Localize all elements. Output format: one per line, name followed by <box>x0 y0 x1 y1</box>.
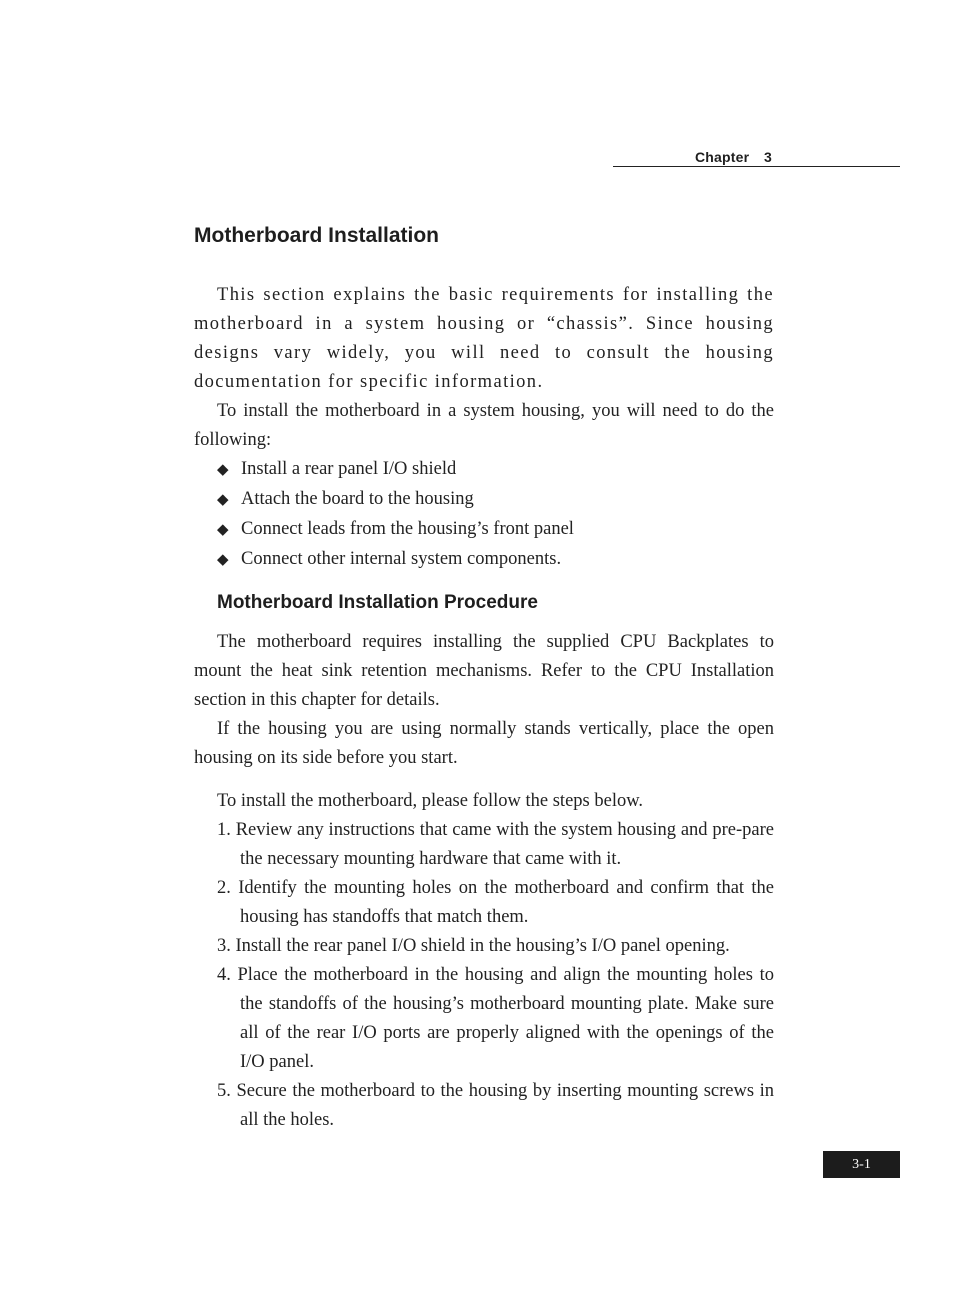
requirements-list <box>194 455 774 575</box>
diamond-bullet-icon: ◆ <box>217 522 229 538</box>
diamond-bullet-icon: ◆ <box>217 492 229 508</box>
chapter-number: 3 <box>764 149 772 165</box>
chapter-header <box>613 148 900 167</box>
step-item: 1. Review any instructions that came with the system housing and pre-pare the necessary mounting hardware that came with it. <box>217 820 774 869</box>
procedure-paragraph-2: If the housing you are using normally stands vertically, place the open housing on its side before you start. <box>194 719 774 768</box>
procedure-paragraph-1: The motherboard requires installing the supplied CPU Backplates to mount the heat sink retention mechanisms. Refer to the CPU Installation section in this chapter for details. <box>194 632 774 710</box>
list-item: ◆ Connect leads from the housing’s front panel <box>194 515 774 545</box>
steps-list <box>194 816 774 1135</box>
step-item: 3. Install the rear panel I/O shield in the housing’s I/O panel opening. <box>217 936 730 956</box>
diamond-bullet-icon: ◆ <box>217 462 229 478</box>
list-item: ◆ Connect other internal system components. <box>194 545 774 575</box>
list-item: ◆ Install a rear panel I/O shield <box>194 455 774 485</box>
intro-paragraph-1: This section explains the basic requirements for installing the motherboard in a system housing or “chassis”. Since housing designs vary widely, you will need to consult the housing documentation for specific information. <box>194 285 774 392</box>
procedure-section <box>194 628 774 773</box>
diamond-bullet-icon: ◆ <box>217 552 229 568</box>
steps-section <box>194 787 774 1135</box>
section-title: Motherboard Installation <box>194 224 440 247</box>
list-item: ◆ Attach the board to the housing <box>194 485 774 515</box>
intro-paragraph-2: To install the motherboard in a system housing, you will need to do the following: <box>194 401 774 450</box>
procedure-title: Motherboard Installation Procedure <box>217 592 538 613</box>
page-number: 3-1 <box>823 1151 900 1178</box>
chapter-label: Chapter <box>695 149 750 165</box>
step-item: 4. Place the motherboard in the housing and align the mounting holes to the standoffs of the housing’s motherboard mounting plate. Make sure all of the rear I/O ports are properly aligned with the openings of the I/O panel. <box>217 965 774 1072</box>
step-item: 2. Identify the mounting holes on the motherboard and confirm that the housing has standoffs that match them. <box>217 878 774 927</box>
step-item: 5. Secure the motherboard to the housing by inserting mounting screws in all the holes. <box>217 1081 774 1130</box>
steps-intro: To install the motherboard, please follow the steps below. <box>217 791 643 811</box>
intro-section <box>194 281 774 575</box>
